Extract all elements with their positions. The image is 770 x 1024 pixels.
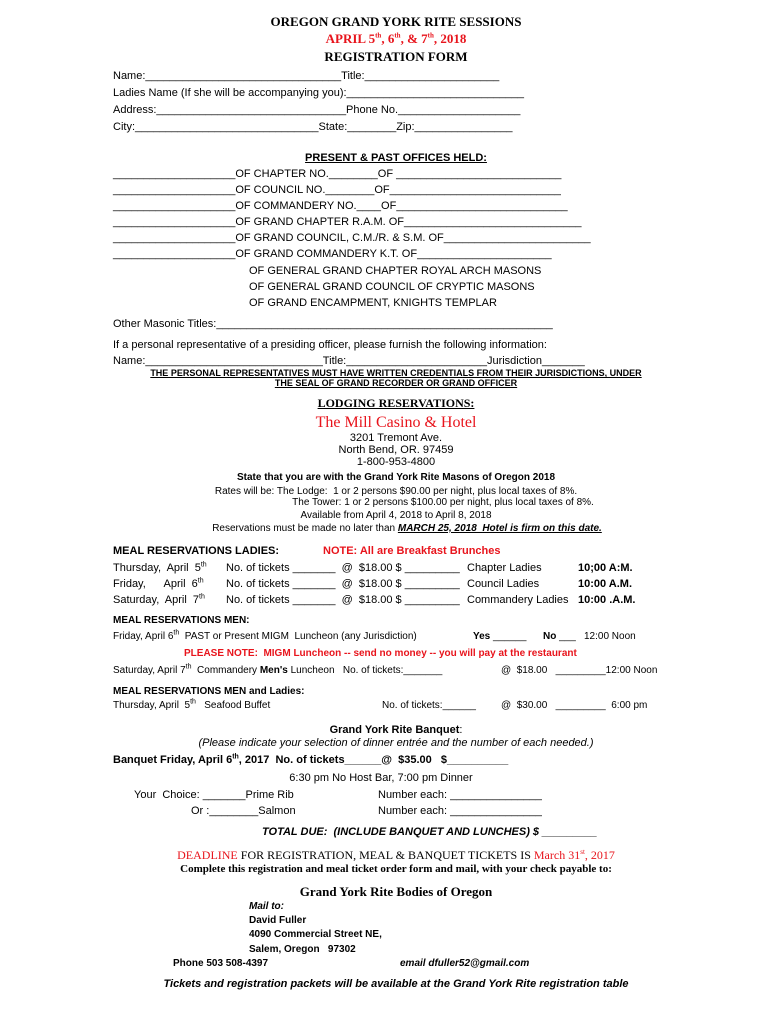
migm-time: 12:00 Noon — [584, 631, 636, 642]
form-title: REGISTRATION FORM — [324, 49, 468, 64]
mail-recipient: David Fuller — [249, 915, 307, 926]
prime-rib-choice[interactable]: Your Choice: _______Prime Rib — [134, 789, 294, 801]
representative-fields[interactable]: Name:_____________________________Title:_______________________Jurisdiction_______ — [113, 355, 585, 367]
migm-payment-note: PLEASE NOTE: MIGM Luncheon -- send no money -- you will pay at the restaurant — [184, 648, 577, 659]
office-grand-encampment: OF GRAND ENCAMPMENT, KNIGHTS TEMPLAR — [249, 297, 497, 309]
ladies-meal-time: 10;00 A:M. — [578, 562, 633, 574]
contact-email: email dfuller52@gmail.com — [400, 958, 530, 969]
mens-luncheon-field[interactable]: Saturday, April 7th Commandery Men's Luncheon No. of tickets:_______ — [113, 663, 443, 676]
packets-note: Tickets and registration packets will be available at the Grand York Rite registration table — [163, 978, 629, 990]
mixed-meals-heading: MEAL RESERVATIONS MEN and Ladies: — [113, 686, 305, 697]
other-titles-field[interactable]: Other Masonic Titles:_______________________________________________________ — [113, 318, 553, 330]
mail-street: 4090 Commercial Street NE, — [249, 929, 382, 940]
brunch-note: NOTE: All are Breakfast Brunches — [323, 545, 501, 557]
ladies-meal-event: Commandery Ladies — [467, 594, 569, 606]
office-row-grand-commandery[interactable]: ____________________OF GRAND COMMANDERY K.T. OF______________________ — [113, 248, 552, 260]
ladies-meal-time: 10:00 A.M. — [578, 578, 633, 590]
migm-yes-field[interactable]: Yes ______ — [473, 631, 527, 642]
office-row-commandery[interactable]: ____________________OF COMMANDERY NO.____OF____________________________ — [113, 200, 568, 212]
ladies-meal-day: Thursday, April 5th — [113, 561, 207, 574]
migm-luncheon-line: Friday, April 6th PAST or Present MIGM Luncheon (any Jurisdiction) — [113, 629, 417, 642]
address-phone-field[interactable]: Address:_______________________________Phone No.____________________ — [113, 104, 521, 116]
name-title-field[interactable]: Name:________________________________Title:______________________ — [113, 70, 500, 82]
ladies-meal-tickets-field[interactable]: No. of tickets _______ @ $18.00 $ _________ — [226, 562, 460, 574]
hotel-name: The Mill Casino & Hotel — [315, 414, 477, 431]
payee-name: Grand York Rite Bodies of Oregon — [299, 884, 493, 899]
seafood-price: @ $30.00 _________ 6:00 pm — [501, 700, 648, 711]
offices-heading: PRESENT & PAST OFFICES HELD: — [305, 152, 487, 164]
migm-no-field[interactable]: No ___ — [543, 631, 576, 642]
office-row-chapter[interactable]: ____________________OF CHAPTER NO.________OF ___________________________ — [113, 168, 562, 180]
availability: Available from April 4, 2018 to April 8, 2018 — [300, 510, 492, 521]
prime-rib-count[interactable]: Number each: _______________ — [378, 789, 542, 801]
ladies-meal-day: Friday, April 6th — [113, 577, 204, 590]
credentials-notice-2: THE SEAL OF GRAND RECORDER OR GRAND OFFICER — [274, 378, 518, 388]
ladies-meal-event: Chapter Ladies — [467, 562, 542, 574]
office-row-council[interactable]: ____________________OF COUNCIL NO.________OF____________________________ — [113, 184, 561, 196]
registration-deadline: DEADLINE FOR REGISTRATION, MEAL & BANQUET TICKETS IS March 31st, 2017 — [177, 848, 615, 862]
salmon-count[interactable]: Number each: _______________ — [378, 805, 542, 817]
men-meals-heading: MEAL RESERVATIONS MEN: — [113, 615, 250, 626]
total-due-field[interactable]: TOTAL DUE: (INCLUDE BANQUET AND LUNCHES) $ _________ — [262, 826, 598, 838]
hotel-phone: 1-800-953-4800 — [356, 456, 436, 468]
hotel-street: 3201 Tremont Ave. — [349, 432, 443, 444]
banquet-tickets-field[interactable]: Banquet Friday, April 6th, 2017 No. of tickets______@ $35.00 $__________ — [113, 753, 509, 766]
session-dates: APRIL 5th, 6th, & 7th, 2018 — [325, 31, 467, 46]
banquet-instruction: (Please indicate your selection of dinner entrée and the number of each needed.) — [198, 737, 594, 749]
seafood-buffet-line: Thursday, April 5th Seafood Buffet — [113, 698, 271, 711]
reservation-deadline: Reservations must be made no later than MARCH 25, 2018 Hotel is firm on this date. — [212, 523, 602, 534]
credentials-notice: THE PERSONAL REPRESENTATIVES MUST HAVE WRITTEN CREDENTIALS FROM THEIR JURISDICTIONS, UNDER — [150, 368, 642, 378]
rates-lodge: Rates will be: The Lodge: 1 or 2 persons $90.00 per night, plus local taxes of 8%. — [214, 486, 578, 497]
hotel-instructions: State that you are with the Grand York Rite Masons of Oregon 2018 — [236, 472, 556, 483]
city-state-zip-field[interactable]: City:______________________________State:________Zip:________________ — [113, 121, 513, 133]
mail-to-label: Mail to: — [249, 901, 284, 912]
mens-luncheon-price: @ $18.00 _________12:00 Noon — [501, 665, 658, 676]
ladies-meals-heading: MEAL RESERVATIONS LADIES: — [113, 545, 280, 557]
mail-city: Salem, Oregon 97302 — [249, 944, 356, 955]
banquet-schedule: 6:30 pm No Host Bar, 7:00 pm Dinner — [289, 772, 473, 784]
rates-tower: The Tower: 1 or 2 persons $100.00 per night, plus local taxes of 8%. — [292, 497, 594, 508]
ladies-meal-tickets-field[interactable]: No. of tickets _______ @ $18.00 $ _________ — [226, 594, 460, 606]
office-row-grand-chapter[interactable]: ____________________OF GRAND CHAPTER R.A.M. OF_____________________________ — [113, 216, 582, 228]
ladies-meal-event: Council Ladies — [467, 578, 540, 590]
lodging-heading: LODGING RESERVATIONS: — [317, 396, 475, 410]
ladies-meal-time: 10:00 .A.M. — [578, 594, 636, 606]
salmon-choice[interactable]: Or :________Salmon — [191, 805, 296, 817]
office-general-chapter: OF GENERAL GRAND CHAPTER ROYAL ARCH MASONS — [249, 265, 542, 277]
ladies-name-field[interactable]: Ladies Name (If she will be accompanying you):_____________________________ — [113, 87, 524, 99]
banquet-heading: Grand York Rite Banquet: — [329, 724, 463, 736]
office-general-council: OF GENERAL GRAND COUNCIL OF CRYPTIC MASONS — [249, 281, 535, 293]
hotel-city: North Bend, OR. 97459 — [338, 444, 454, 456]
form-heading: OREGON GRAND YORK RITE SESSIONS — [270, 14, 522, 29]
seafood-tickets-field[interactable]: No. of tickets:______ — [382, 700, 476, 711]
ladies-meal-tickets-field[interactable]: No. of tickets _______ @ $18.00 $ _________ — [226, 578, 460, 590]
contact-phone: Phone 503 508-4397 — [173, 958, 269, 969]
office-row-grand-council[interactable]: ____________________OF GRAND COUNCIL, C.M./R. & S.M. OF________________________ — [113, 232, 591, 244]
representative-intro: If a personal representative of a presiding officer, please furnish the following information: — [113, 339, 547, 351]
payment-instructions: Complete this registration and meal ticket order form and mail, with your check payable to: — [180, 863, 612, 875]
ladies-meal-day: Saturday, April 7th — [113, 593, 205, 606]
